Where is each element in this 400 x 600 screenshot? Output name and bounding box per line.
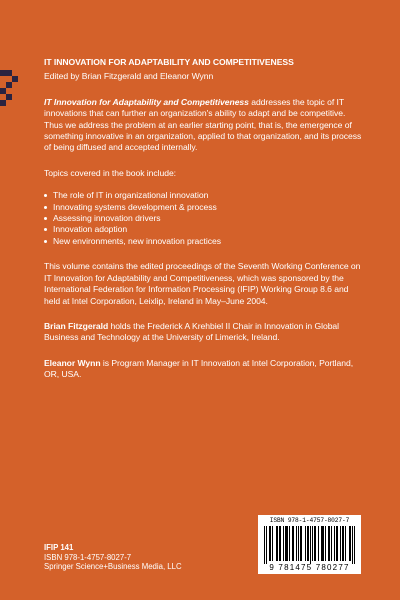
cover-text (44, 57, 364, 381)
barcode-bar (329, 526, 330, 561)
topic-item: The role of IT in organizational innovation (44, 190, 364, 201)
square (0, 100, 6, 106)
barcode-bar (331, 526, 332, 561)
barcode-bar (270, 526, 271, 561)
barcode-bar (264, 526, 265, 564)
bio-wynn (44, 358, 364, 381)
topic-item: Innovation adoption (44, 224, 364, 235)
barcode-bar (318, 526, 319, 561)
barcode-bar (266, 526, 267, 564)
topic-item: Assessing innovation drivers (44, 213, 364, 224)
barcode (258, 515, 361, 574)
barcode-bar (293, 526, 294, 561)
barcode-bar (314, 526, 315, 561)
bio-text: is Program Manager in IT Innovation at Intel Corporation, Portland, OR, USA. (44, 357, 354, 380)
square (12, 76, 18, 82)
description-title: IT Innovation for Adaptability and Competitiveness (44, 96, 249, 107)
square (6, 94, 12, 100)
barcode-bar (310, 526, 311, 564)
footer-isbn: ISBN 978-1-4757-8027-7 (44, 552, 132, 562)
bio-text: holds the Frederick A Krehbiel II Chair in Innovation in Global Business and Technology at the University of Limerick, Ireland. (44, 320, 340, 343)
barcode-bar (325, 526, 326, 561)
barcode-bar (305, 526, 306, 561)
barcode-bar (308, 526, 309, 561)
barcode-bar (343, 526, 344, 561)
topics-list (44, 190, 364, 247)
barcode-bar (350, 526, 351, 561)
barcode-bar (292, 526, 293, 561)
barcode-bar (337, 526, 338, 561)
publisher-footer (44, 543, 182, 572)
barcode-bar (286, 526, 287, 561)
barcode-bar (342, 526, 343, 561)
barcode-bar (276, 526, 277, 561)
barcode-bar (283, 526, 284, 561)
barcode-bar (345, 526, 346, 561)
topic-item: New environments, new innovation practices (44, 236, 364, 247)
description (44, 97, 364, 154)
series-number: IFIP 141 (44, 543, 74, 552)
book-editors: Edited by Brian Fitzgerald and Eleanor Wynn (44, 71, 214, 82)
barcode-bar (349, 526, 350, 561)
barcode-bar (269, 526, 270, 561)
book-title: IT INNOVATION FOR ADAPTABILITY AND COMPETITIVENESS (44, 57, 294, 67)
publisher-name: Springer Science+Business Media, LLC (44, 562, 182, 572)
barcode-bar (296, 526, 297, 561)
barcode-bar (328, 526, 329, 561)
bio-name: Eleanor Wynn (44, 357, 101, 368)
barcode-bar (307, 526, 308, 561)
barcode-bar (354, 526, 355, 564)
barcode-isbn-label: ISBN 978-1-4757-8027-7 (269, 517, 350, 524)
barcode-bar (321, 526, 322, 561)
barcode-bar (301, 526, 302, 561)
barcode-bar (272, 526, 273, 561)
barcode-bar (340, 526, 341, 561)
square (6, 82, 12, 88)
barcode-bar (315, 526, 316, 561)
barcode-bar (285, 526, 286, 561)
barcode-bar (323, 526, 324, 561)
barcode-bar (312, 526, 313, 561)
bio-fitzgerald (44, 321, 364, 344)
topics-heading: Topics covered in the book include: (44, 167, 177, 178)
barcode-bar (336, 526, 337, 561)
barcode-digits: 9 781475 780277 (269, 563, 350, 572)
barcode-bar (334, 526, 335, 561)
proceedings-text: This volume contains the edited proceedings of the Seventh Working Conference on IT Innovation for Adaptability and Competitiveness, which was sponsored by the International Federation for Information Processing (IFIP) Working Group 8.6 and held at Intel Corporation, Leixlip, Ireland in May–June 2004. (44, 261, 361, 306)
barcode-bar (289, 526, 290, 561)
barcode-bars (264, 526, 355, 564)
barcode-bar (287, 526, 288, 561)
barcode-bar (279, 526, 280, 561)
barcode-bar (322, 526, 323, 561)
barcode-bar (277, 526, 278, 561)
barcode-bar (298, 526, 299, 561)
bio-name: Brian Fitzgerald (44, 320, 109, 331)
description-text: addresses the topic of IT innovations that can further an organization's ability to adapt and be competitive. Thus we address the problem at an earlier starting point, that is, the emergence of something innovative in an organization, applied to that organization, and its process of being diffused and accepted internally. (44, 96, 362, 153)
barcode-bar (352, 526, 353, 564)
topic-item: Innovating systems development & process (44, 202, 364, 213)
barcode-bar (300, 526, 301, 561)
barcode-bar (280, 526, 281, 561)
